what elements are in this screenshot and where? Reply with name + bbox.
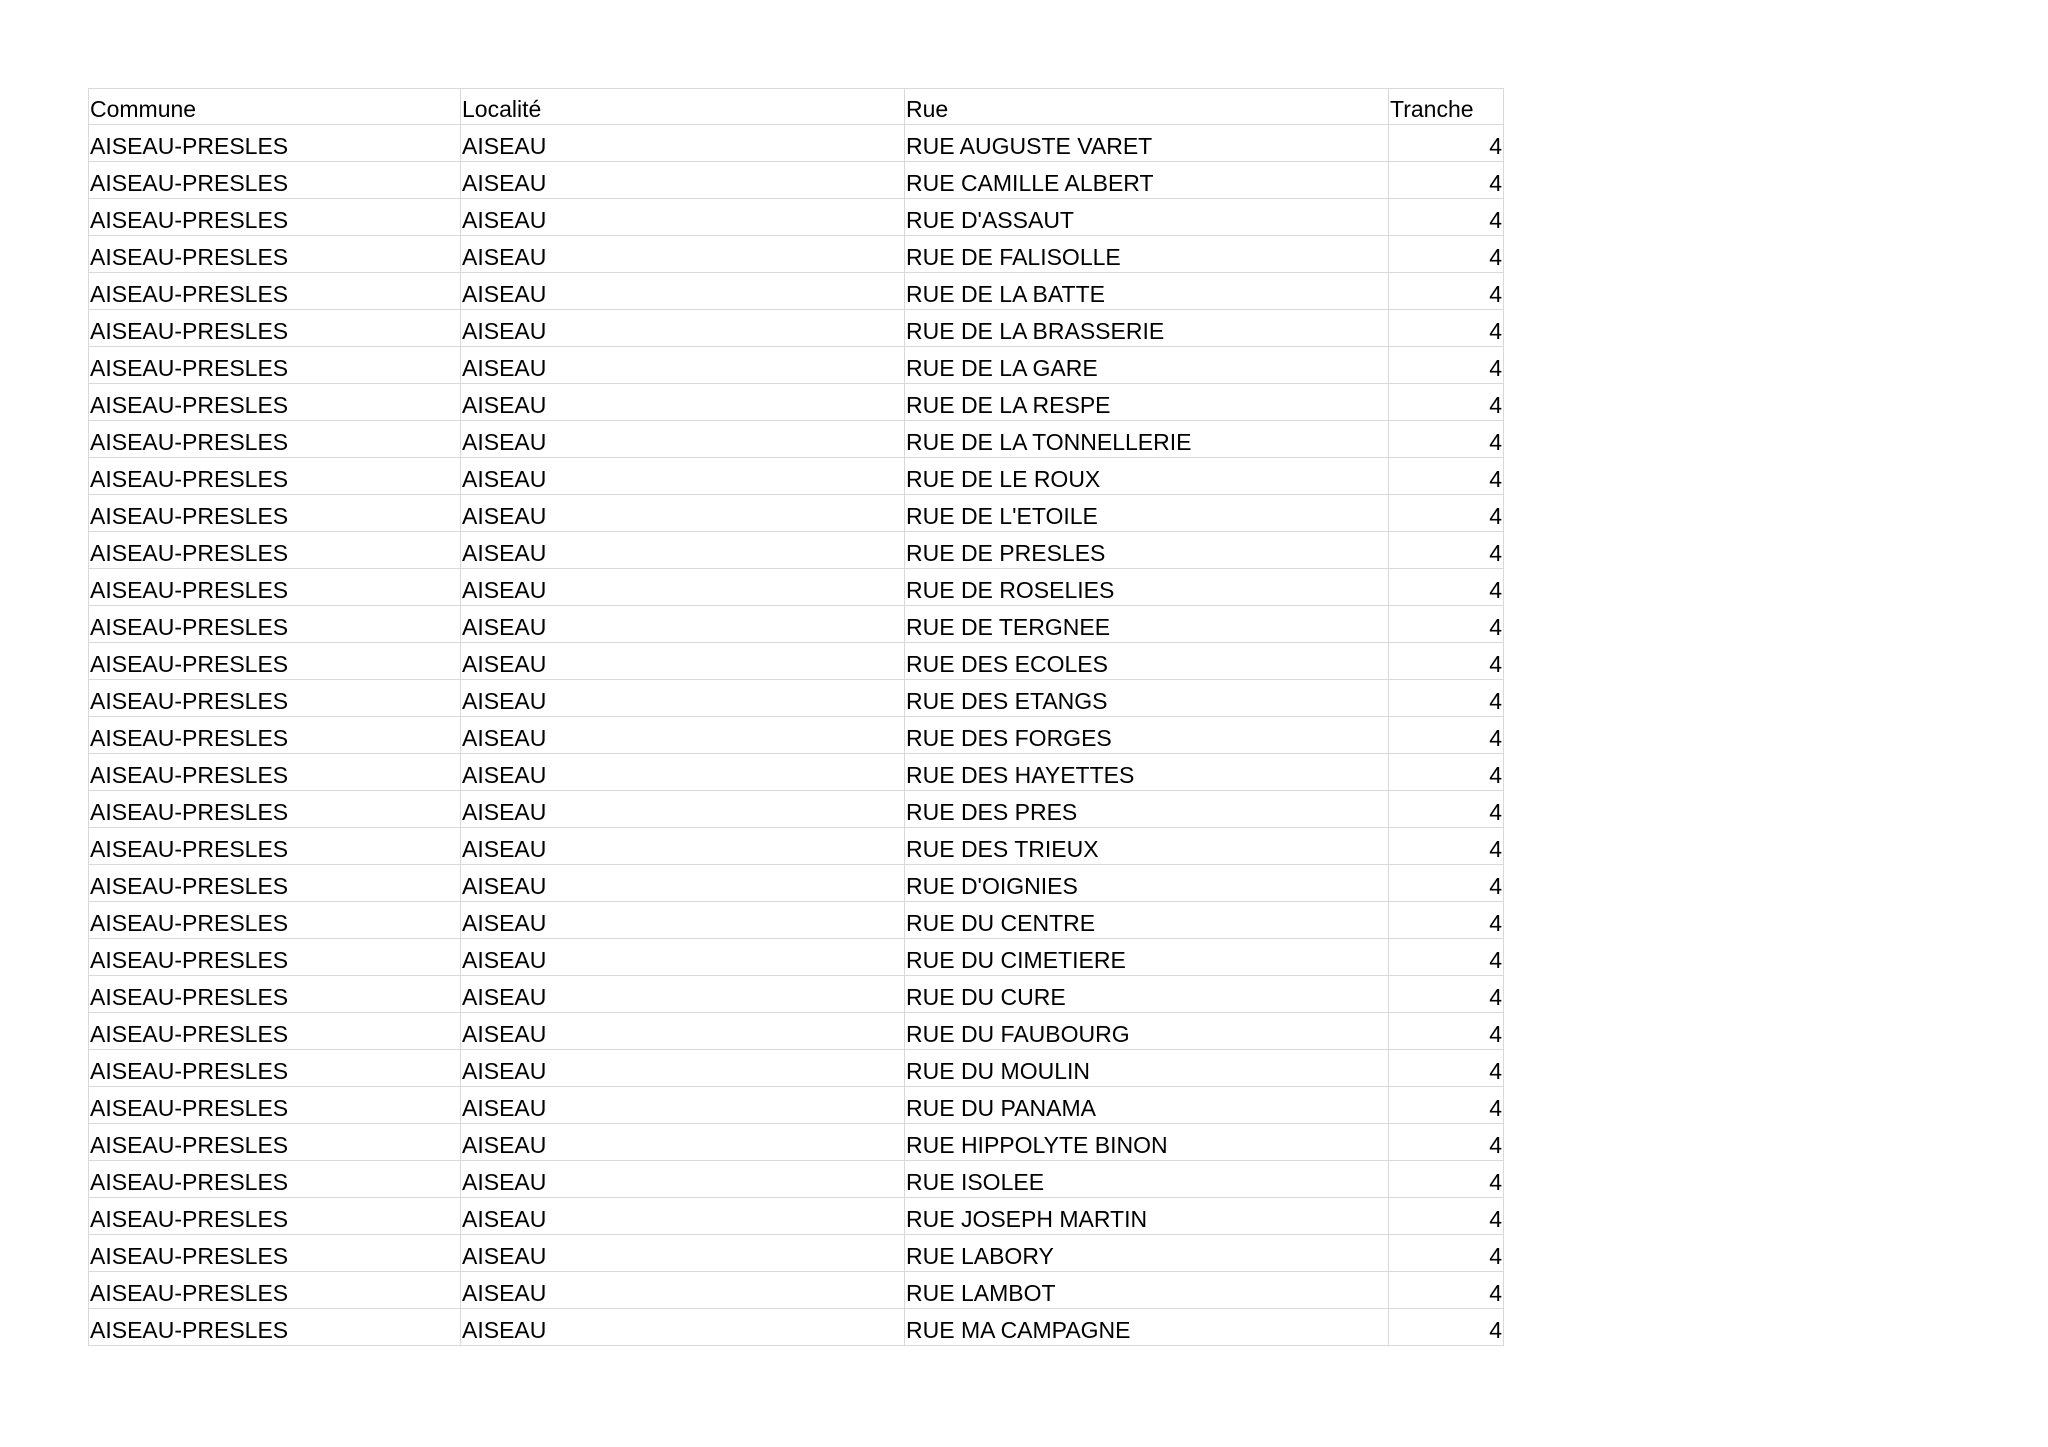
cell-localite: AISEAU [461,1235,905,1272]
header-tranche: Tranche [1389,89,1504,125]
table-row [89,828,1504,865]
header-commune: Commune [89,89,461,125]
cell-localite: AISEAU [461,458,905,495]
cell-commune: AISEAU-PRESLES [89,495,461,532]
table-row [89,347,1504,384]
table-row [89,1235,1504,1272]
table-row [89,236,1504,273]
cell-tranche: 4 [1389,828,1504,865]
cell-rue: RUE DE LE ROUX [905,458,1389,495]
cell-tranche: 4 [1389,495,1504,532]
cell-tranche: 4 [1389,1272,1504,1309]
table-row [89,162,1504,199]
cell-commune: AISEAU-PRESLES [89,1272,461,1309]
cell-tranche: 4 [1389,606,1504,643]
cell-rue: RUE DU MOULIN [905,1050,1389,1087]
cell-localite: AISEAU [461,347,905,384]
cell-rue: RUE DE PRESLES [905,532,1389,569]
cell-tranche: 4 [1389,347,1504,384]
cell-tranche: 4 [1389,273,1504,310]
cell-localite: AISEAU [461,1161,905,1198]
table-row [89,310,1504,347]
cell-rue: RUE AUGUSTE VARET [905,125,1389,162]
cell-tranche: 4 [1389,1161,1504,1198]
cell-tranche: 4 [1389,569,1504,606]
cell-localite: AISEAU [461,680,905,717]
cell-tranche: 4 [1389,384,1504,421]
cell-commune: AISEAU-PRESLES [89,458,461,495]
cell-tranche: 4 [1389,680,1504,717]
cell-tranche: 4 [1389,310,1504,347]
cell-localite: AISEAU [461,865,905,902]
table-row [89,1272,1504,1309]
cell-rue: RUE LAMBOT [905,1272,1389,1309]
cell-rue: RUE DE L'ETOILE [905,495,1389,532]
table-row [89,1013,1504,1050]
table-row [89,421,1504,458]
cell-rue: RUE CAMILLE ALBERT [905,162,1389,199]
cell-rue: RUE DES PRES [905,791,1389,828]
cell-rue: RUE MA CAMPAGNE [905,1309,1389,1346]
cell-tranche: 4 [1389,717,1504,754]
table-row [89,569,1504,606]
cell-rue: RUE DU CURE [905,976,1389,1013]
cell-rue: RUE D'ASSAUT [905,199,1389,236]
cell-localite: AISEAU [461,162,905,199]
table-row [89,1087,1504,1124]
header-rue: Rue [905,89,1389,125]
cell-tranche: 4 [1389,643,1504,680]
table-row [89,1309,1504,1346]
cell-commune: AISEAU-PRESLES [89,606,461,643]
cell-commune: AISEAU-PRESLES [89,717,461,754]
cell-commune: AISEAU-PRESLES [89,125,461,162]
cell-commune: AISEAU-PRESLES [89,1309,461,1346]
table-row [89,199,1504,236]
cell-commune: AISEAU-PRESLES [89,347,461,384]
cell-tranche: 4 [1389,421,1504,458]
cell-commune: AISEAU-PRESLES [89,939,461,976]
table-row [89,1124,1504,1161]
table-row [89,606,1504,643]
table-row [89,939,1504,976]
cell-tranche: 4 [1389,236,1504,273]
table-row [89,902,1504,939]
cell-tranche: 4 [1389,458,1504,495]
cell-tranche: 4 [1389,976,1504,1013]
table-row [89,1161,1504,1198]
cell-commune: AISEAU-PRESLES [89,902,461,939]
cell-tranche: 4 [1389,1198,1504,1235]
table-row [89,532,1504,569]
cell-localite: AISEAU [461,976,905,1013]
table-row [89,976,1504,1013]
cell-localite: AISEAU [461,1124,905,1161]
cell-commune: AISEAU-PRESLES [89,680,461,717]
cell-localite: AISEAU [461,310,905,347]
cell-commune: AISEAU-PRESLES [89,1235,461,1272]
header-localite: Localité [461,89,905,125]
cell-tranche: 4 [1389,1050,1504,1087]
cell-tranche: 4 [1389,532,1504,569]
cell-localite: AISEAU [461,1198,905,1235]
cell-localite: AISEAU [461,1087,905,1124]
cell-commune: AISEAU-PRESLES [89,1050,461,1087]
table-row [89,754,1504,791]
cell-localite: AISEAU [461,1272,905,1309]
cell-tranche: 4 [1389,199,1504,236]
cell-localite: AISEAU [461,939,905,976]
cell-commune: AISEAU-PRESLES [89,1161,461,1198]
cell-commune: AISEAU-PRESLES [89,532,461,569]
table-row [89,680,1504,717]
header-row [89,89,1504,125]
table-body [89,125,1504,1346]
cell-rue: RUE DE LA RESPE [905,384,1389,421]
cell-tranche: 4 [1389,162,1504,199]
cell-commune: AISEAU-PRESLES [89,976,461,1013]
table-row [89,125,1504,162]
street-table [88,88,1504,1346]
table-row [89,384,1504,421]
cell-rue: RUE DES FORGES [905,717,1389,754]
cell-commune: AISEAU-PRESLES [89,236,461,273]
cell-commune: AISEAU-PRESLES [89,754,461,791]
cell-rue: RUE DE LA BRASSERIE [905,310,1389,347]
cell-commune: AISEAU-PRESLES [89,384,461,421]
cell-localite: AISEAU [461,1013,905,1050]
table-header [89,89,1504,125]
cell-commune: AISEAU-PRESLES [89,828,461,865]
cell-tranche: 4 [1389,1013,1504,1050]
table-row [89,791,1504,828]
cell-commune: AISEAU-PRESLES [89,199,461,236]
cell-rue: RUE DES ETANGS [905,680,1389,717]
cell-rue: RUE DES HAYETTES [905,754,1389,791]
cell-localite: AISEAU [461,273,905,310]
cell-localite: AISEAU [461,643,905,680]
cell-commune: AISEAU-PRESLES [89,865,461,902]
cell-tranche: 4 [1389,902,1504,939]
cell-rue: RUE DE LA TONNELLERIE [905,421,1389,458]
cell-rue: RUE ISOLEE [905,1161,1389,1198]
cell-localite: AISEAU [461,384,905,421]
cell-localite: AISEAU [461,421,905,458]
cell-localite: AISEAU [461,754,905,791]
table-row [89,273,1504,310]
cell-localite: AISEAU [461,828,905,865]
cell-rue: RUE DU PANAMA [905,1087,1389,1124]
table-row [89,458,1504,495]
cell-commune: AISEAU-PRESLES [89,310,461,347]
cell-localite: AISEAU [461,532,905,569]
cell-commune: AISEAU-PRESLES [89,1198,461,1235]
cell-commune: AISEAU-PRESLES [89,569,461,606]
cell-commune: AISEAU-PRESLES [89,1124,461,1161]
cell-rue: RUE JOSEPH MARTIN [905,1198,1389,1235]
cell-rue: RUE DE ROSELIES [905,569,1389,606]
cell-tranche: 4 [1389,1087,1504,1124]
cell-rue: RUE DE LA BATTE [905,273,1389,310]
cell-rue: RUE DU CENTRE [905,902,1389,939]
table-row [89,717,1504,754]
cell-localite: AISEAU [461,495,905,532]
cell-rue: RUE LABORY [905,1235,1389,1272]
cell-tranche: 4 [1389,1235,1504,1272]
cell-commune: AISEAU-PRESLES [89,162,461,199]
cell-tranche: 4 [1389,1124,1504,1161]
table-row [89,1050,1504,1087]
cell-rue: RUE DE FALISOLLE [905,236,1389,273]
cell-rue: RUE DES ECOLES [905,643,1389,680]
cell-commune: AISEAU-PRESLES [89,643,461,680]
cell-localite: AISEAU [461,199,905,236]
cell-rue: RUE DES TRIEUX [905,828,1389,865]
cell-tranche: 4 [1389,754,1504,791]
cell-tranche: 4 [1389,939,1504,976]
cell-tranche: 4 [1389,1309,1504,1346]
cell-localite: AISEAU [461,717,905,754]
cell-localite: AISEAU [461,606,905,643]
table-row [89,865,1504,902]
cell-localite: AISEAU [461,902,905,939]
table-row [89,495,1504,532]
table-row [89,643,1504,680]
cell-tranche: 4 [1389,125,1504,162]
cell-rue: RUE DU CIMETIERE [905,939,1389,976]
cell-localite: AISEAU [461,791,905,828]
cell-rue: RUE DU FAUBOURG [905,1013,1389,1050]
table-row [89,1198,1504,1235]
cell-localite: AISEAU [461,1050,905,1087]
cell-commune: AISEAU-PRESLES [89,273,461,310]
cell-commune: AISEAU-PRESLES [89,1087,461,1124]
cell-localite: AISEAU [461,1309,905,1346]
cell-rue: RUE DE LA GARE [905,347,1389,384]
cell-rue: RUE DE TERGNEE [905,606,1389,643]
cell-rue: RUE HIPPOLYTE BINON [905,1124,1389,1161]
cell-rue: RUE D'OIGNIES [905,865,1389,902]
cell-commune: AISEAU-PRESLES [89,421,461,458]
cell-localite: AISEAU [461,236,905,273]
cell-tranche: 4 [1389,791,1504,828]
cell-tranche: 4 [1389,865,1504,902]
cell-localite: AISEAU [461,569,905,606]
cell-commune: AISEAU-PRESLES [89,1013,461,1050]
cell-commune: AISEAU-PRESLES [89,791,461,828]
cell-localite: AISEAU [461,125,905,162]
